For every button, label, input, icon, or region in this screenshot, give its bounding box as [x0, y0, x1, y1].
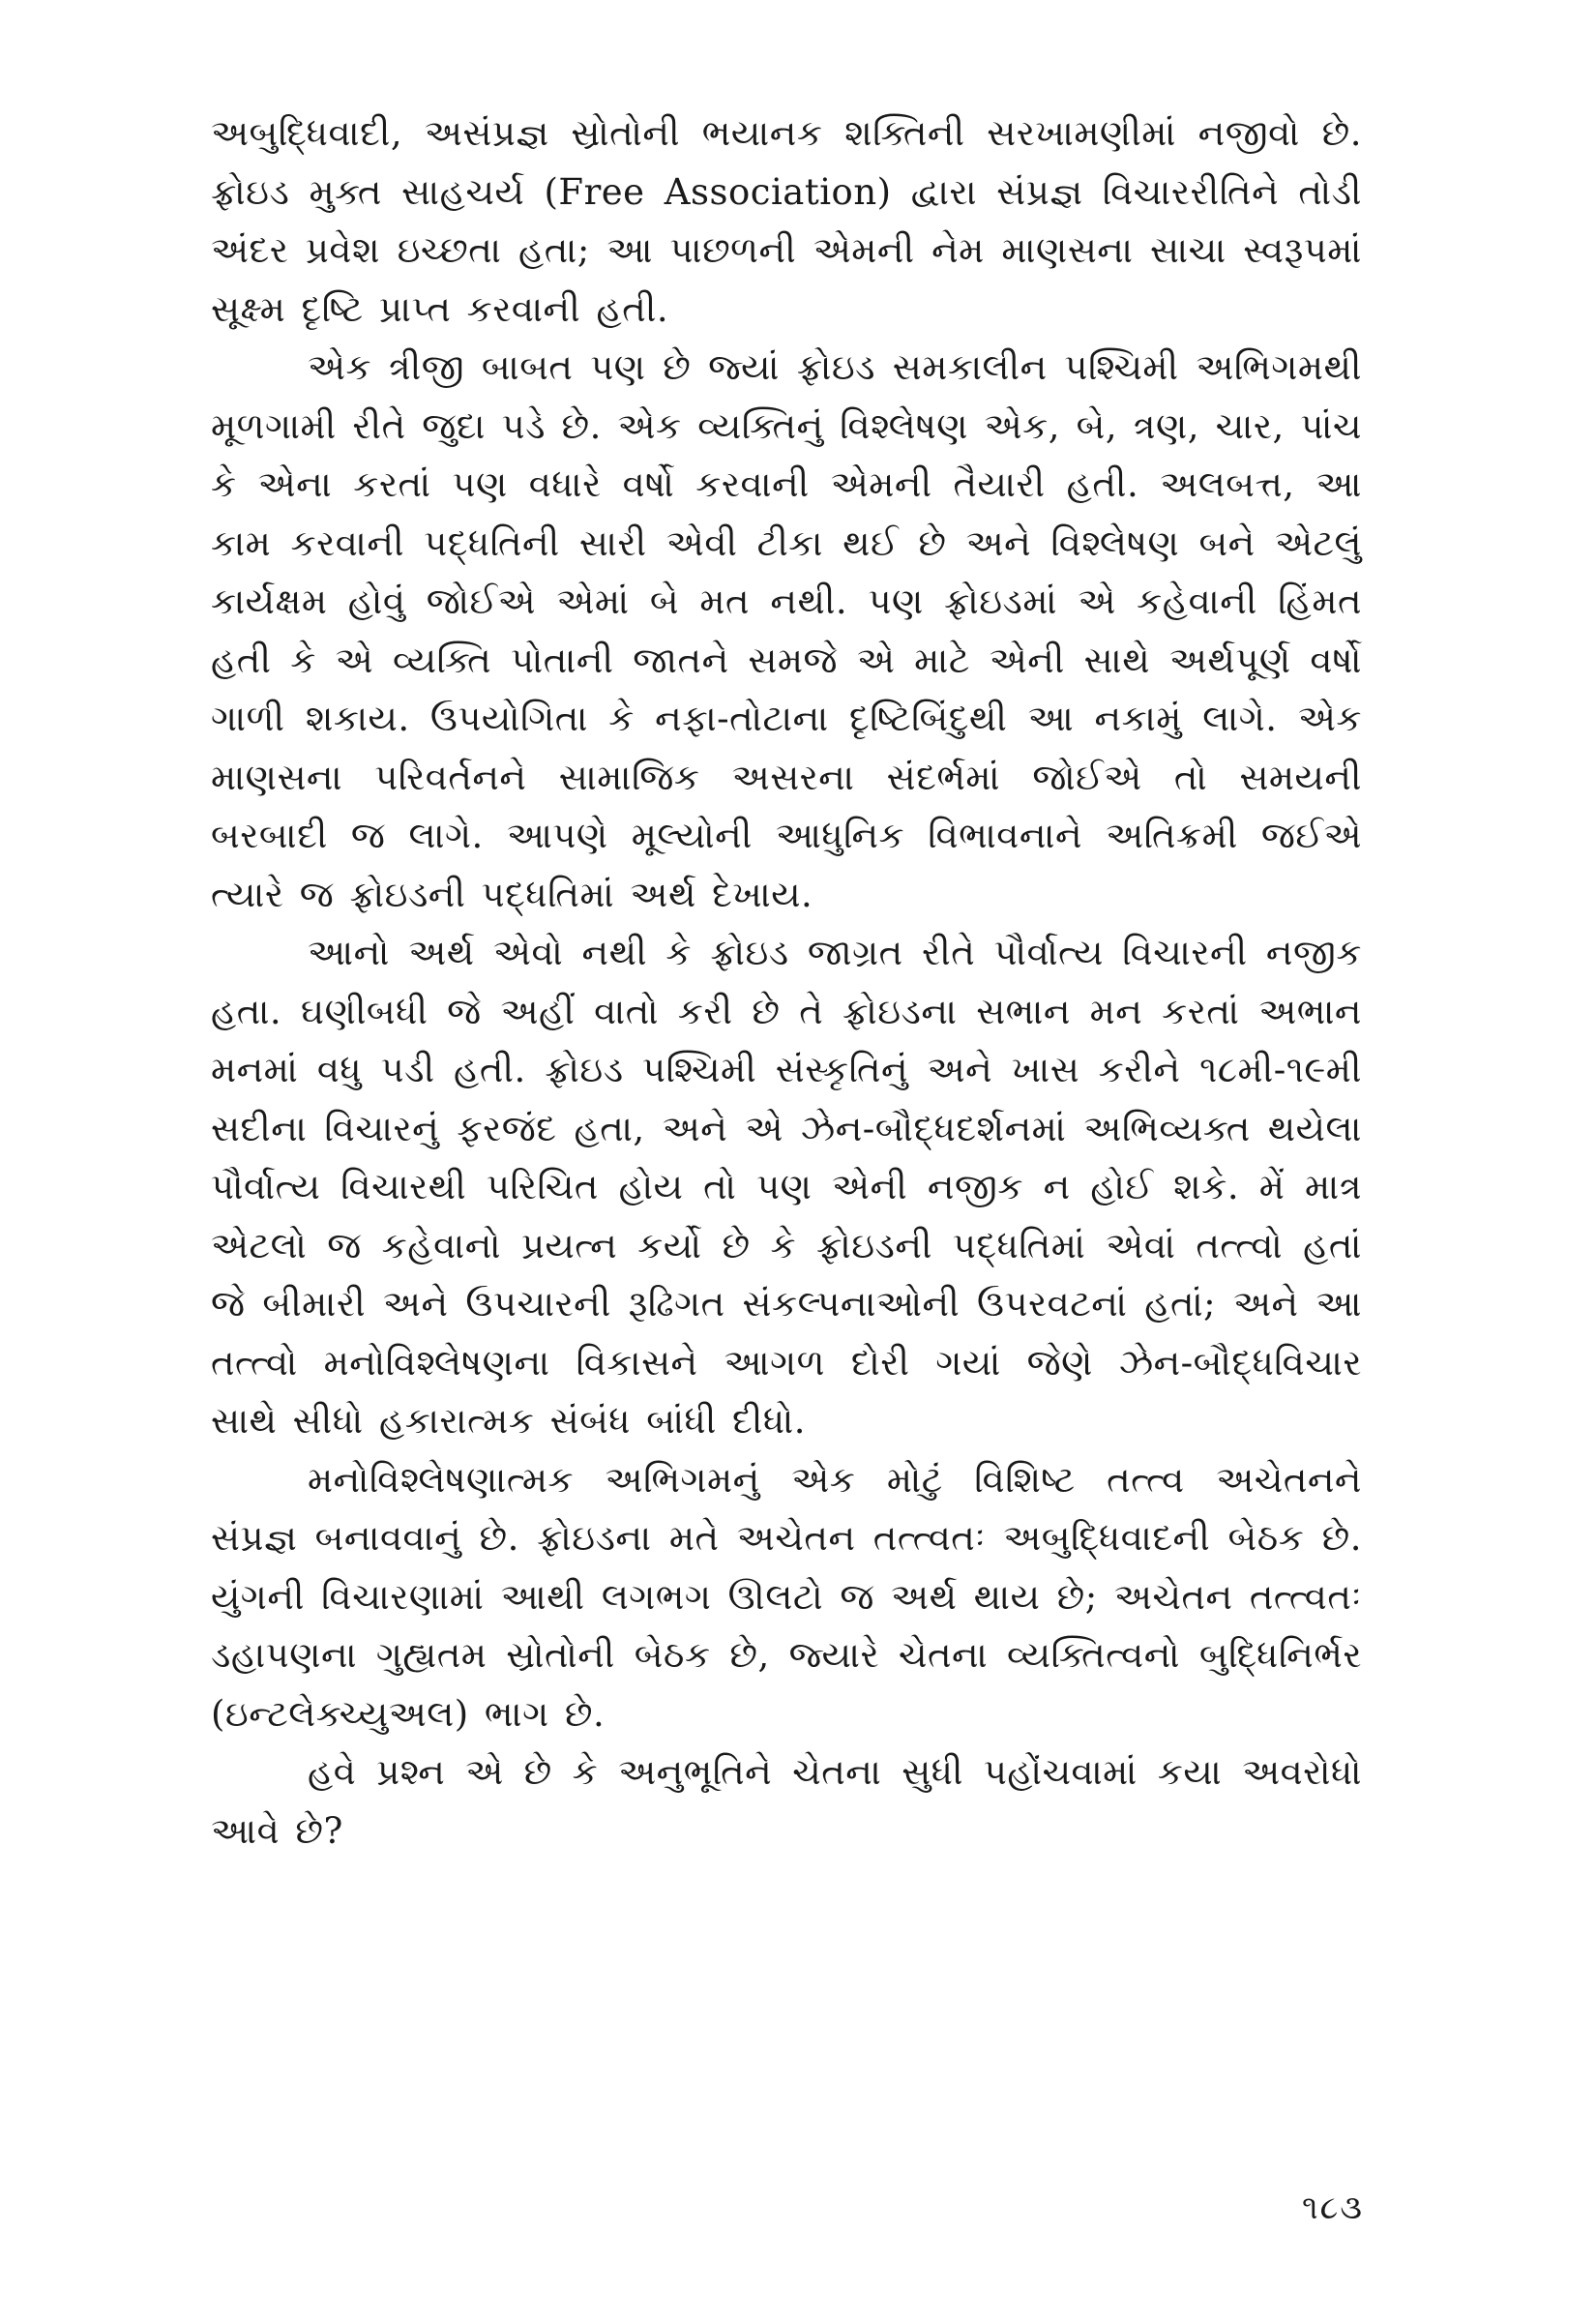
paragraph-1: અબુદ્ધિવાદી, અસંપ્રજ્ઞ સ્રોતોની ભયાનક શક્તિની સરખામણીમાં નજીવો છે. ફ્રોઇડ મુક્ત સાહચર્ય (Free Association) દ્વારા સંપ્રજ્ઞ વિચારરીતિને તોડી અંદર પ્રવેશ ઇચ્છતા હતા; આ પાછળની એમની નેમ માણસના સાચા સ્વરૂપમાં સૂક્ષ્મ દૃષ્ટિ પ્રાપ્ત કરવાની હતી.	[211, 112, 1362, 330]
page-body	[211, 104, 1362, 1861]
paragraph-4: મનોવિશ્લેષણાત્મક અભિગમનું એક મોટું વિશિષ્ટ તત્ત્વ અચેતનને સંપ્રજ્ઞ બનાવવાનું છે. ફ્રોઇડના મતે અચેતન તત્ત્વતઃ અબુદ્ધિવાદની બેઠક છે. યુંગની વિચારણામાં આથી લગભગ ઊલટો જ અર્થ થાય છે; અચેતન તત્ત્વતઃ ડહાપણના ગુહ્યતમ સ્રોતોની બેઠક છે, જ્યારે ચેતના વ્યક્તિત્વનો બુદ્ધિનિર્ભર (ઇન્ટલેક્ચ્યુઅલ) ભાગ છે.	[211, 1458, 1362, 1735]
paragraph-5: હવે પ્રશ્ન એ છે કે અનુભૂતિને ચેતના સુધી પહોંચવામાં કયા અવરોધો આવે છે?	[211, 1751, 1362, 1852]
paragraph-3: આનો અર્થ એવો નથી કે ફ્રોઇડ જાગ્રત રીતે પૌર્વાત્ય વિચારની નજીક હતા. ઘણીબધી જે અહીં વાતો કરી છે તે ફ્રોઇડના સભાન મન કરતાં અભાન મનમાં વધુ પડી હતી. ફ્રોઇડ પશ્ચિમી સંસ્કૃતિનું અને ખાસ કરીને ૧૮મી-૧૯મી સદીના વિચારનું ફરજંદ હતા, અને એ ઝેન-બૌદ્ધદર્શનમાં અભિવ્યક્ત થયેલા પૌર્વાત્ય વિચારથી પરિચિત હોય તો પણ એની નજીક ન હોઈ શકે. મેં માત્ર એટલો જ કહેવાનો પ્રયત્ન કર્યો છે કે ફ્રોઇડની પદ્ધતિમાં એવાં તત્ત્વો હતાં જે બીમારી અને ઉપચારની રૂઢિગત સંકલ્પનાઓની ઉપરવટનાં હતાં; અને આ તત્ત્વો મનોવિશ્લેષણના વિકાસને આગળ દોરી ગયાં જેણે ઝેન-બૌદ્ધવિચાર સાથે સીધો હકારાત્મક સંબંધ બાંધી દીધો.	[211, 932, 1362, 1442]
paragraph-2: એક ત્રીજી બાબત પણ છે જ્યાં ફ્રોઇડ સમકાલીન પશ્ચિમી અભિગમથી મૂળગામી રીતે જુદા પડે છે. એક વ્યક્તિનું વિશ્લેષણ એક, બે, ત્રણ, ચાર, પાંચ કે એના કરતાં પણ વધારે વર્ષો કરવાની એમની તૈયારી હતી. અલબત્ત, આ કામ કરવાની પદ્ધતિની સારી એવી ટીકા થઈ છે અને વિશ્લેષણ બને એટલું કાર્યક્ષમ હોવું જોઈએ એમાં બે મત નથી. પણ ફ્રોઇડમાં એ કહેવાની હિંમત હતી કે એ વ્યક્તિ પોતાની જાતને સમજે એ માટે એની સાથે અર્થપૂર્ણ વર્ષો ગાળી શકાય. ઉપયોગિતા કે નફા-તોટાના દૃષ્ટિબિંદુથી આ નકામું લાગે. એક માણસના પરિવર્તનને સામાજિક અસરના સંદર્ભમાં જોઈએ તો સમયની બરબાદી જ લાગે. આપણે મૂલ્યોની આધુનિક વિભાવનાને અતિક્રમી જઈએ ત્યારે જ ફ્રોઇડની પદ્ધતિમાં અર્થ દેખાય.	[211, 346, 1362, 915]
page-number: ૧૮૩	[1301, 2188, 1364, 2227]
